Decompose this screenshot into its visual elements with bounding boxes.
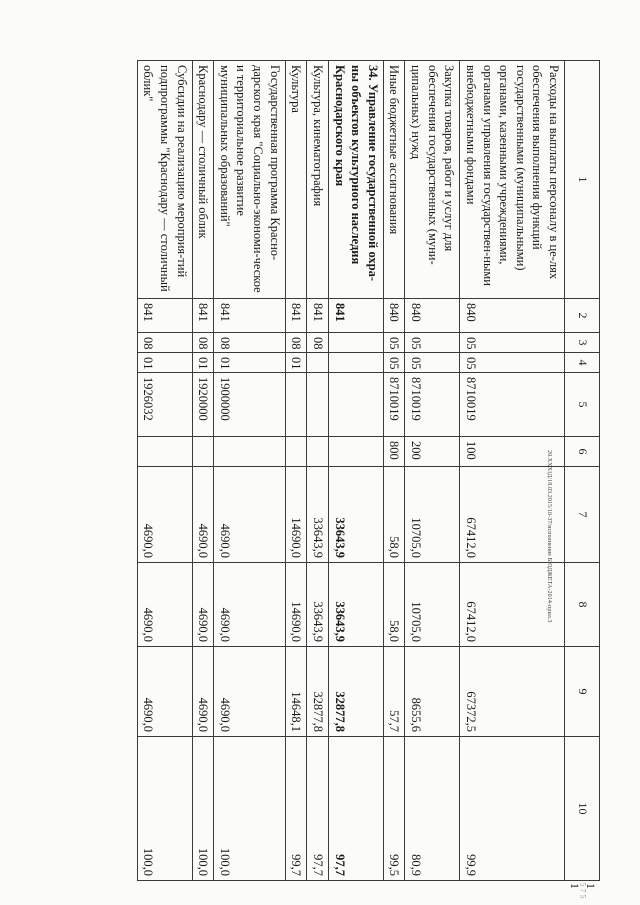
row-code-cell: 1920000 [192,373,214,437]
row-code-cell [328,353,383,373]
row-code-cell [328,373,383,437]
row-amount-cell: 57,7 [383,647,405,737]
row-amount-cell: 8655,6 [405,647,460,737]
row-amount-cell: 14648,1 [285,647,307,737]
row-code-cell: 01 [192,353,214,373]
row-amount-cell: 10705,0 [405,563,460,647]
row-name-cell: Государственная программа Красно-дарского края "Социально-экономи-ческое и территориальное развитие муниципальных образований" [214,61,286,299]
row-code-cell: 08 [214,333,286,353]
row-code-cell [328,437,383,467]
row-amount-cell: 14690,0 [285,467,307,563]
col-header-1: 1 [565,61,600,299]
row-code-cell: 05 [383,333,405,353]
page-number-mark: 5 7 5 [578,882,588,899]
row-amount-cell: 97,7 [328,737,383,881]
col-header-4: 4 [565,353,600,373]
row-amount-cell: 99,9 [460,737,565,881]
row-amount-cell: 32877,8 [307,647,329,737]
row-code-cell [285,437,307,467]
row-amount-cell: 99,7 [285,737,307,881]
row-code-cell: 8710019 [460,373,565,437]
row-code-cell: 841 [307,299,329,333]
row-code-cell: 05 [460,333,565,353]
footer-file-note: 20.XXXIД/18.03.2015/10-37/исполнение БЮДЖЕТА-2014-прил.3 [546,450,552,623]
table-row [214,61,286,881]
row-amount-cell: 67412,0 [460,467,565,563]
row-code-cell: 800 [383,437,405,467]
row-code-cell: 05 [405,353,460,373]
row-code-cell: 8710019 [405,373,460,437]
row-code-cell: 08 [307,333,329,353]
row-code-cell: 841 [137,299,192,333]
row-code-cell [214,437,286,467]
row-amount-cell: 67372,5 [460,647,565,737]
row-amount-cell: 10705,0 [405,467,460,563]
row-code-cell [307,353,329,373]
row-amount-cell: 100,0 [192,737,214,881]
row-amount-cell: 58,0 [383,563,405,647]
col-header-5: 5 [565,373,600,437]
table-row [328,61,383,881]
table-header: 1 2 3 4 5 6 7 8 9 10 11 [565,61,600,881]
col-header-10: 10 [565,737,600,881]
row-code-cell [192,437,214,467]
row-name-cell: 34. Управление государственной охра-ны объектов культурного наследия Краснодарского края [328,61,383,299]
row-amount-cell: 100,0 [137,737,192,881]
row-code-cell: 08 [192,333,214,353]
row-code-cell: 08 [137,333,192,353]
col-header-9: 9 [565,647,600,737]
row-amount-cell: 4690,0 [214,647,286,737]
row-code-cell [307,437,329,467]
row-amount-cell: 4690,0 [192,467,214,563]
row-code-cell: 8710019 [383,373,405,437]
row-name-cell: Культура, кинематография [307,61,329,299]
row-code-cell: 01 [214,353,286,373]
col-header-7: 7 [565,467,600,563]
table-row [192,61,214,881]
row-amount-cell: 4690,0 [214,563,286,647]
table-row [383,61,405,881]
row-code-cell: 05 [460,353,565,373]
row-code-cell: 841 [192,299,214,333]
row-code-cell: 840 [460,299,565,333]
row-code-cell: 01 [137,353,192,373]
row-amount-cell: 67412,0 [460,563,565,647]
col-header-8: 8 [565,563,600,647]
row-amount-cell: 33643,9 [328,563,383,647]
row-amount-cell: 33643,9 [307,563,329,647]
row-amount-cell: 80,9 [405,737,460,881]
row-amount-cell: 32877,8 [328,647,383,737]
row-code-cell: 01 [285,353,307,373]
row-name-cell: Культура [285,61,307,299]
row-name-cell: Субсидии на реализацию мероприя-тий подпрограммы "Краснодару — столичный облик" [137,61,192,299]
row-name-cell: Иные бюджетные ассигнования [383,61,405,299]
row-amount-cell: 33643,9 [307,467,329,563]
row-amount-cell: 99,5 [383,737,405,881]
budget-table [137,60,600,889]
row-code-cell: 1900000 [214,373,286,437]
row-code-cell [285,373,307,437]
row-name-cell: Закупка товаров, работ и услуг для обеспечения государственных (муни-ципальных) нужд [405,61,460,299]
row-code-cell: 05 [405,333,460,353]
row-code-cell: 200 [405,437,460,467]
table-row [137,61,192,881]
row-code-cell: 1926032 [137,373,192,437]
row-amount-cell: 97,7 [307,737,329,881]
row-code-cell: 08 [285,333,307,353]
row-code-cell: 841 [285,299,307,333]
row-amount-cell: 4690,0 [137,647,192,737]
table-body [137,61,564,881]
row-code-cell [137,437,192,467]
row-amount-cell: 33643,9 [328,467,383,563]
row-name-cell: Краснодару — столичный облик [192,61,214,299]
row-code-cell: 840 [405,299,460,333]
table-row [307,61,329,881]
col-header-6: 6 [565,437,600,467]
row-code-cell: 841 [214,299,286,333]
row-amount-cell: 4690,0 [137,563,192,647]
row-code-cell [328,333,383,353]
col-header-3: 3 [565,333,600,353]
row-amount-cell: 100,0 [214,737,286,881]
row-code-cell: 840 [383,299,405,333]
row-name-cell: Расходы на выплаты персоналу в це-лях обеспечения выполнения функций государственными (муниципальными) органами, казенными учреждениями, органами управления государствен-ными внебюджетными фондами [460,61,565,299]
table-row [405,61,460,881]
row-amount-cell: 58,0 [383,467,405,563]
row-amount-cell: 14690,0 [285,563,307,647]
row-code-cell: 05 [383,353,405,373]
row-amount-cell: 4690,0 [192,647,214,737]
row-code-cell [307,373,329,437]
table-row [285,61,307,881]
row-code-cell: 841 [328,299,383,333]
row-amount-cell: 4690,0 [214,467,286,563]
row-amount-cell: 4690,0 [192,563,214,647]
rotated-table-container [65,60,600,889]
col-header-2: 2 [565,299,600,333]
row-code-cell: 100 [460,437,565,467]
row-amount-cell: 4690,0 [137,467,192,563]
